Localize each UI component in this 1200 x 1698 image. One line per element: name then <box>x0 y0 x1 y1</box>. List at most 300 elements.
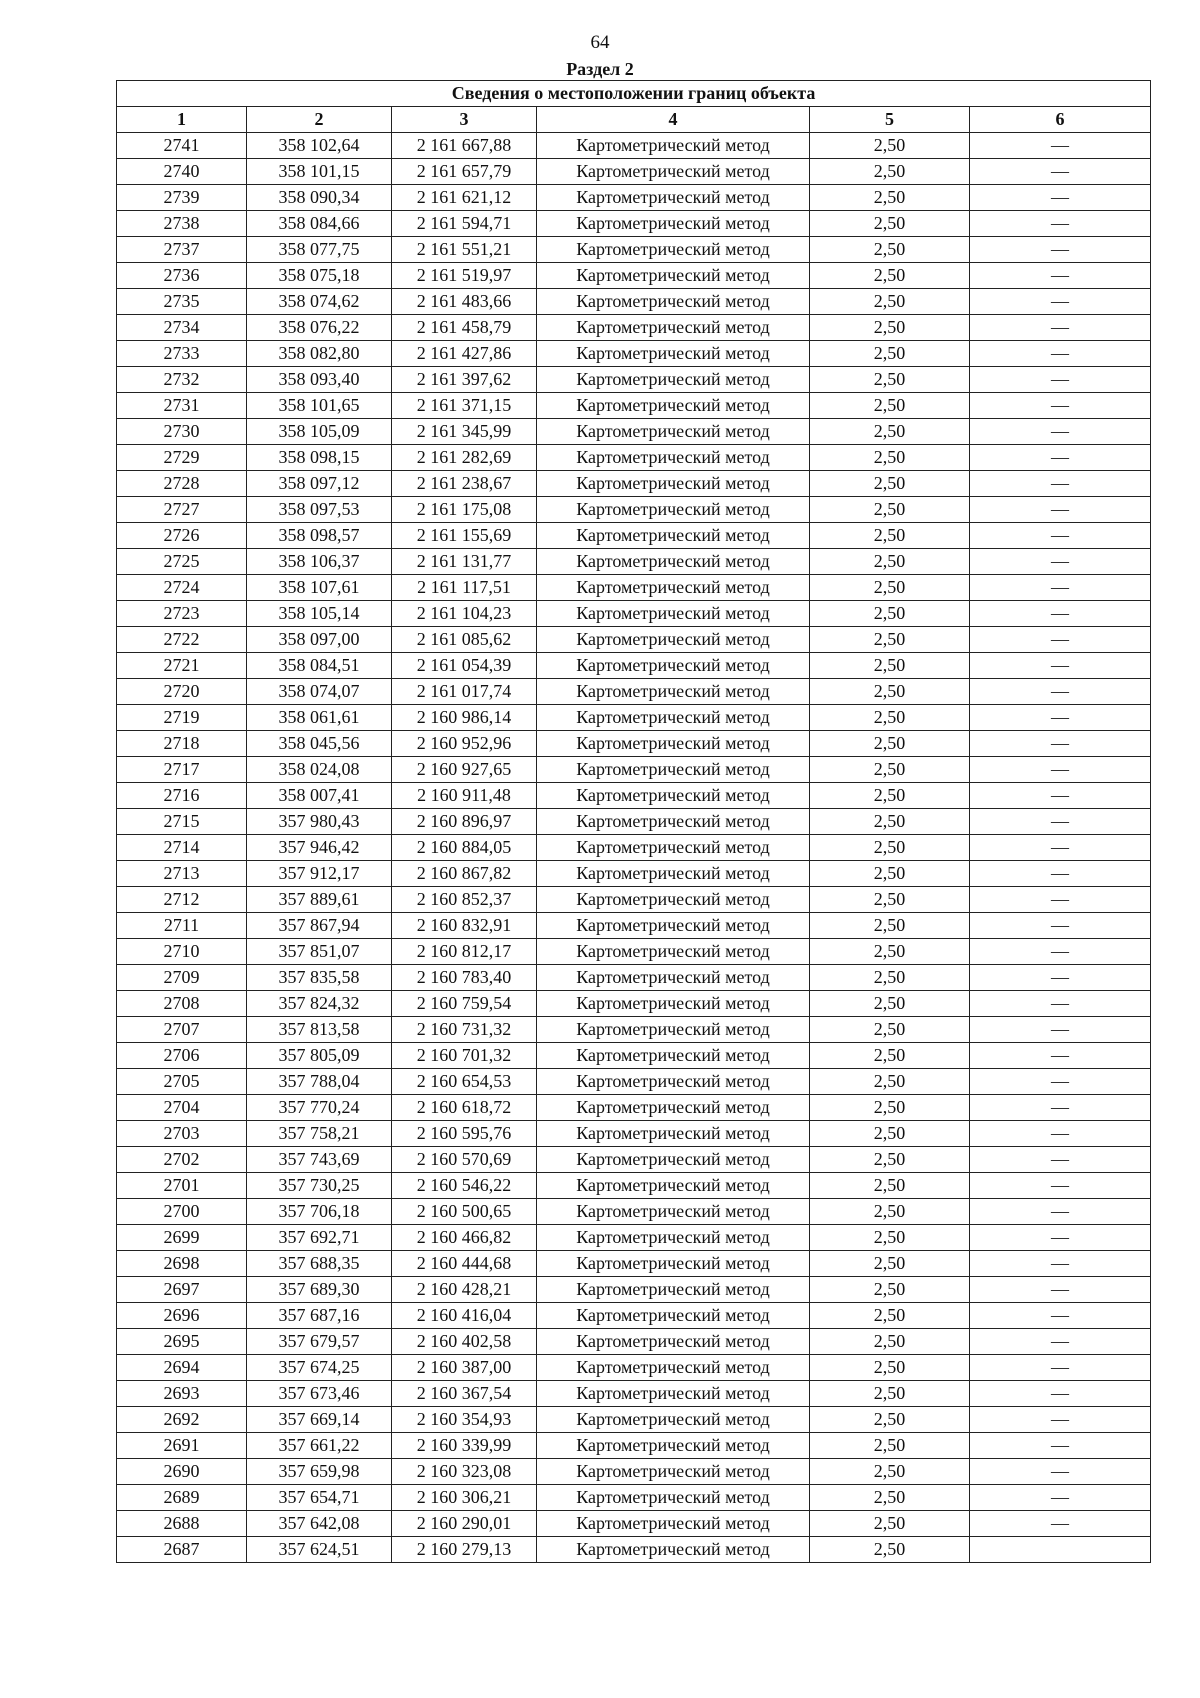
y-coordinate-cell: 2 160 986,14 <box>392 705 537 731</box>
note-cell: — <box>970 1225 1151 1251</box>
point-number-cell: 2699 <box>117 1225 247 1251</box>
y-coordinate-cell: 2 160 444,68 <box>392 1251 537 1277</box>
table-row <box>117 1537 1151 1563</box>
x-coordinate-cell: 357 946,42 <box>247 835 392 861</box>
note-cell: — <box>970 523 1151 549</box>
point-number-cell: 2738 <box>117 211 247 237</box>
table-row <box>117 705 1151 731</box>
point-number-cell: 2724 <box>117 575 247 601</box>
x-coordinate-cell: 358 075,18 <box>247 263 392 289</box>
method-cell: Картометрический метод <box>537 861 810 887</box>
table-row <box>117 341 1151 367</box>
y-coordinate-cell: 2 161 345,99 <box>392 419 537 445</box>
table-row <box>117 419 1151 445</box>
table-row <box>117 289 1151 315</box>
y-coordinate-cell: 2 160 832,91 <box>392 913 537 939</box>
y-coordinate-cell: 2 160 306,21 <box>392 1485 537 1511</box>
table-row <box>117 1485 1151 1511</box>
point-number-cell: 2731 <box>117 393 247 419</box>
table-row <box>117 1381 1151 1407</box>
note-cell: — <box>970 1407 1151 1433</box>
method-cell: Картометрический метод <box>537 471 810 497</box>
note-cell: — <box>970 731 1151 757</box>
x-coordinate-cell: 358 076,22 <box>247 315 392 341</box>
y-coordinate-cell: 2 160 466,82 <box>392 1225 537 1251</box>
accuracy-cell: 2,50 <box>810 1069 970 1095</box>
method-cell: Картометрический метод <box>537 185 810 211</box>
method-cell: Картометрический метод <box>537 653 810 679</box>
point-number-cell: 2703 <box>117 1121 247 1147</box>
x-coordinate-cell: 358 084,66 <box>247 211 392 237</box>
accuracy-cell: 2,50 <box>810 1251 970 1277</box>
method-cell: Картометрический метод <box>537 211 810 237</box>
column-header: 4 <box>537 107 810 133</box>
accuracy-cell: 2,50 <box>810 1381 970 1407</box>
x-coordinate-cell: 358 082,80 <box>247 341 392 367</box>
point-number-cell: 2706 <box>117 1043 247 1069</box>
table-row <box>117 653 1151 679</box>
table-row <box>117 445 1151 471</box>
x-coordinate-cell: 358 045,56 <box>247 731 392 757</box>
accuracy-cell: 2,50 <box>810 601 970 627</box>
x-coordinate-cell: 358 105,14 <box>247 601 392 627</box>
accuracy-cell: 2,50 <box>810 1433 970 1459</box>
accuracy-cell: 2,50 <box>810 1017 970 1043</box>
y-coordinate-cell: 2 160 428,21 <box>392 1277 537 1303</box>
y-coordinate-cell: 2 161 621,12 <box>392 185 537 211</box>
table-row <box>117 549 1151 575</box>
accuracy-cell: 2,50 <box>810 419 970 445</box>
method-cell: Картометрический метод <box>537 1095 810 1121</box>
note-cell: — <box>970 419 1151 445</box>
x-coordinate-cell: 357 669,14 <box>247 1407 392 1433</box>
page-number: 64 <box>590 32 610 53</box>
table-row <box>117 211 1151 237</box>
note-cell: — <box>970 1485 1151 1511</box>
point-number-cell: 2715 <box>117 809 247 835</box>
method-cell: Картометрический метод <box>537 1511 810 1537</box>
note-cell: — <box>970 653 1151 679</box>
x-coordinate-cell: 357 674,25 <box>247 1355 392 1381</box>
table-row <box>117 783 1151 809</box>
x-coordinate-cell: 357 706,18 <box>247 1199 392 1225</box>
table-row <box>117 1459 1151 1485</box>
method-cell: Картометрический метод <box>537 289 810 315</box>
point-number-cell: 2721 <box>117 653 247 679</box>
y-coordinate-cell: 2 160 323,08 <box>392 1459 537 1485</box>
y-coordinate-cell: 2 160 731,32 <box>392 1017 537 1043</box>
accuracy-cell: 2,50 <box>810 185 970 211</box>
point-number-cell: 2726 <box>117 523 247 549</box>
point-number-cell: 2697 <box>117 1277 247 1303</box>
x-coordinate-cell: 357 642,08 <box>247 1511 392 1537</box>
x-coordinate-cell: 357 659,98 <box>247 1459 392 1485</box>
method-cell: Картометрический метод <box>537 601 810 627</box>
point-number-cell: 2691 <box>117 1433 247 1459</box>
method-cell: Картометрический метод <box>537 1199 810 1225</box>
note-cell: — <box>970 133 1151 159</box>
point-number-cell: 2730 <box>117 419 247 445</box>
note-cell: — <box>970 1121 1151 1147</box>
table-row <box>117 1511 1151 1537</box>
note-cell: — <box>970 809 1151 835</box>
table-row <box>117 1043 1151 1069</box>
point-number-cell: 2707 <box>117 1017 247 1043</box>
x-coordinate-cell: 358 102,64 <box>247 133 392 159</box>
x-coordinate-cell: 357 743,69 <box>247 1147 392 1173</box>
table-row <box>117 1251 1151 1277</box>
point-number-cell: 2701 <box>117 1173 247 1199</box>
table-row <box>117 523 1151 549</box>
table-row <box>117 1355 1151 1381</box>
point-number-cell: 2716 <box>117 783 247 809</box>
point-number-cell: 2708 <box>117 991 247 1017</box>
accuracy-cell: 2,50 <box>810 1147 970 1173</box>
x-coordinate-cell: 357 912,17 <box>247 861 392 887</box>
x-coordinate-cell: 357 867,94 <box>247 913 392 939</box>
method-cell: Картометрический метод <box>537 913 810 939</box>
point-number-cell: 2702 <box>117 1147 247 1173</box>
accuracy-cell: 2,50 <box>810 965 970 991</box>
table-row <box>117 1095 1151 1121</box>
note-cell: — <box>970 1043 1151 1069</box>
x-coordinate-cell: 358 074,07 <box>247 679 392 705</box>
note-cell: — <box>970 991 1151 1017</box>
note-cell: — <box>970 367 1151 393</box>
y-coordinate-cell: 2 160 416,04 <box>392 1303 537 1329</box>
y-coordinate-cell: 2 160 367,54 <box>392 1381 537 1407</box>
accuracy-cell: 2,50 <box>810 679 970 705</box>
y-coordinate-cell: 2 160 402,58 <box>392 1329 537 1355</box>
x-coordinate-cell: 357 692,71 <box>247 1225 392 1251</box>
point-number-cell: 2688 <box>117 1511 247 1537</box>
x-coordinate-cell: 357 730,25 <box>247 1173 392 1199</box>
table-row <box>117 809 1151 835</box>
point-number-cell: 2712 <box>117 887 247 913</box>
note-cell: — <box>970 705 1151 731</box>
method-cell: Картометрический метод <box>537 627 810 653</box>
table-row <box>117 1277 1151 1303</box>
point-number-cell: 2741 <box>117 133 247 159</box>
x-coordinate-cell: 358 090,34 <box>247 185 392 211</box>
accuracy-cell: 2,50 <box>810 549 970 575</box>
table-row <box>117 757 1151 783</box>
table-row <box>117 315 1151 341</box>
y-coordinate-cell: 2 161 519,97 <box>392 263 537 289</box>
accuracy-cell: 2,50 <box>810 1225 970 1251</box>
method-cell: Картометрический метод <box>537 783 810 809</box>
accuracy-cell: 2,50 <box>810 367 970 393</box>
note-cell: — <box>970 1251 1151 1277</box>
x-coordinate-cell: 357 679,57 <box>247 1329 392 1355</box>
method-cell: Картометрический метод <box>537 1251 810 1277</box>
x-coordinate-cell: 358 024,08 <box>247 757 392 783</box>
y-coordinate-cell: 2 161 282,69 <box>392 445 537 471</box>
method-cell: Картометрический метод <box>537 757 810 783</box>
method-cell: Картометрический метод <box>537 1069 810 1095</box>
x-coordinate-cell: 357 788,04 <box>247 1069 392 1095</box>
point-number-cell: 2728 <box>117 471 247 497</box>
table-caption-row <box>117 81 1151 107</box>
column-header: 1 <box>117 107 247 133</box>
method-cell: Картометрический метод <box>537 1459 810 1485</box>
y-coordinate-cell: 2 160 354,93 <box>392 1407 537 1433</box>
note-cell: — <box>970 939 1151 965</box>
point-number-cell: 2723 <box>117 601 247 627</box>
method-cell: Картометрический метод <box>537 133 810 159</box>
accuracy-cell: 2,50 <box>810 861 970 887</box>
y-coordinate-cell: 2 161 594,71 <box>392 211 537 237</box>
note-cell: — <box>970 1459 1151 1485</box>
y-coordinate-cell: 2 161 054,39 <box>392 653 537 679</box>
note-cell: — <box>970 1433 1151 1459</box>
y-coordinate-cell: 2 161 117,51 <box>392 575 537 601</box>
y-coordinate-cell: 2 161 175,08 <box>392 497 537 523</box>
y-coordinate-cell: 2 160 867,82 <box>392 861 537 887</box>
table-row <box>117 627 1151 653</box>
point-number-cell: 2736 <box>117 263 247 289</box>
table-row <box>117 1147 1151 1173</box>
point-number-cell: 2727 <box>117 497 247 523</box>
accuracy-cell: 2,50 <box>810 341 970 367</box>
x-coordinate-cell: 358 084,51 <box>247 653 392 679</box>
note-cell: — <box>970 1511 1151 1537</box>
accuracy-cell: 2,50 <box>810 523 970 549</box>
x-coordinate-cell: 358 077,75 <box>247 237 392 263</box>
point-number-cell: 2725 <box>117 549 247 575</box>
method-cell: Картометрический метод <box>537 679 810 705</box>
method-cell: Картометрический метод <box>537 445 810 471</box>
table-row <box>117 1173 1151 1199</box>
note-cell: — <box>970 861 1151 887</box>
point-number-cell: 2740 <box>117 159 247 185</box>
accuracy-cell: 2,50 <box>810 1121 970 1147</box>
point-number-cell: 2698 <box>117 1251 247 1277</box>
method-cell: Картометрический метод <box>537 1355 810 1381</box>
method-cell: Картометрический метод <box>537 1043 810 1069</box>
table-body <box>117 133 1151 1563</box>
table-row <box>117 471 1151 497</box>
accuracy-cell: 2,50 <box>810 1199 970 1225</box>
table-row <box>117 263 1151 289</box>
x-coordinate-cell: 358 097,53 <box>247 497 392 523</box>
point-number-cell: 2733 <box>117 341 247 367</box>
table-row <box>117 835 1151 861</box>
boundary-coordinates-table <box>116 80 1151 1563</box>
y-coordinate-cell: 2 161 458,79 <box>392 315 537 341</box>
point-number-cell: 2720 <box>117 679 247 705</box>
accuracy-cell: 2,50 <box>810 991 970 1017</box>
note-cell: — <box>970 1329 1151 1355</box>
y-coordinate-cell: 2 161 371,15 <box>392 393 537 419</box>
accuracy-cell: 2,50 <box>810 1173 970 1199</box>
point-number-cell: 2734 <box>117 315 247 341</box>
method-cell: Картометрический метод <box>537 419 810 445</box>
accuracy-cell: 2,50 <box>810 705 970 731</box>
table-row <box>117 133 1151 159</box>
y-coordinate-cell: 2 160 701,32 <box>392 1043 537 1069</box>
method-cell: Картометрический метод <box>537 1433 810 1459</box>
x-coordinate-cell: 357 689,30 <box>247 1277 392 1303</box>
table-row <box>117 1069 1151 1095</box>
x-coordinate-cell: 358 074,62 <box>247 289 392 315</box>
y-coordinate-cell: 2 160 952,96 <box>392 731 537 757</box>
y-coordinate-cell: 2 161 131,77 <box>392 549 537 575</box>
note-cell: — <box>970 549 1151 575</box>
table-row <box>117 393 1151 419</box>
y-coordinate-cell: 2 160 654,53 <box>392 1069 537 1095</box>
y-coordinate-cell: 2 160 387,00 <box>392 1355 537 1381</box>
table-row <box>117 601 1151 627</box>
method-cell: Картометрический метод <box>537 939 810 965</box>
table-row <box>117 1329 1151 1355</box>
note-cell: — <box>970 1147 1151 1173</box>
point-number-cell: 2711 <box>117 913 247 939</box>
note-cell: — <box>970 887 1151 913</box>
x-coordinate-cell: 358 007,41 <box>247 783 392 809</box>
x-coordinate-cell: 357 770,24 <box>247 1095 392 1121</box>
accuracy-cell: 2,50 <box>810 783 970 809</box>
accuracy-cell: 2,50 <box>810 653 970 679</box>
x-coordinate-cell: 358 107,61 <box>247 575 392 601</box>
accuracy-cell: 2,50 <box>810 757 970 783</box>
note-cell: — <box>970 289 1151 315</box>
method-cell: Картометрический метод <box>537 1537 810 1563</box>
accuracy-cell: 2,50 <box>810 1485 970 1511</box>
x-coordinate-cell: 357 889,61 <box>247 887 392 913</box>
table-row <box>117 575 1151 601</box>
accuracy-cell: 2,50 <box>810 159 970 185</box>
accuracy-cell: 2,50 <box>810 627 970 653</box>
accuracy-cell: 2,50 <box>810 237 970 263</box>
method-cell: Картометрический метод <box>537 965 810 991</box>
accuracy-cell: 2,50 <box>810 1329 970 1355</box>
note-cell: — <box>970 315 1151 341</box>
method-cell: Картометрический метод <box>537 549 810 575</box>
table-caption: Сведения о местоположении границ объекта <box>117 81 1151 107</box>
y-coordinate-cell: 2 160 896,97 <box>392 809 537 835</box>
method-cell: Картометрический метод <box>537 341 810 367</box>
note-cell: — <box>970 965 1151 991</box>
y-coordinate-cell: 2 160 759,54 <box>392 991 537 1017</box>
note-cell: — <box>970 1173 1151 1199</box>
x-coordinate-cell: 358 098,57 <box>247 523 392 549</box>
table-row <box>117 185 1151 211</box>
method-cell: Картометрический метод <box>537 393 810 419</box>
accuracy-cell: 2,50 <box>810 575 970 601</box>
accuracy-cell: 2,50 <box>810 1511 970 1537</box>
y-coordinate-cell: 2 161 238,67 <box>392 471 537 497</box>
method-cell: Картометрический метод <box>537 497 810 523</box>
accuracy-cell: 2,50 <box>810 809 970 835</box>
y-coordinate-cell: 2 160 618,72 <box>392 1095 537 1121</box>
x-coordinate-cell: 357 673,46 <box>247 1381 392 1407</box>
accuracy-cell: 2,50 <box>810 471 970 497</box>
table-row <box>117 367 1151 393</box>
x-coordinate-cell: 358 101,15 <box>247 159 392 185</box>
point-number-cell: 2732 <box>117 367 247 393</box>
point-number-cell: 2694 <box>117 1355 247 1381</box>
accuracy-cell: 2,50 <box>810 1303 970 1329</box>
point-number-cell: 2722 <box>117 627 247 653</box>
method-cell: Картометрический метод <box>537 263 810 289</box>
accuracy-cell: 2,50 <box>810 1095 970 1121</box>
note-cell: — <box>970 757 1151 783</box>
note-cell: — <box>970 575 1151 601</box>
y-coordinate-cell: 2 160 570,69 <box>392 1147 537 1173</box>
section-title: Раздел 2 <box>566 59 634 79</box>
point-number-cell: 2710 <box>117 939 247 965</box>
method-cell: Картометрический метод <box>537 159 810 185</box>
accuracy-cell: 2,50 <box>810 289 970 315</box>
method-cell: Картометрический метод <box>537 1147 810 1173</box>
column-header: 3 <box>392 107 537 133</box>
point-number-cell: 2687 <box>117 1537 247 1563</box>
point-number-cell: 2693 <box>117 1381 247 1407</box>
note-cell: — <box>970 1355 1151 1381</box>
accuracy-cell: 2,50 <box>810 1537 970 1563</box>
accuracy-cell: 2,50 <box>810 497 970 523</box>
accuracy-cell: 2,50 <box>810 315 970 341</box>
x-coordinate-cell: 358 093,40 <box>247 367 392 393</box>
x-coordinate-cell: 358 097,00 <box>247 627 392 653</box>
table-row <box>117 1407 1151 1433</box>
accuracy-cell: 2,50 <box>810 263 970 289</box>
note-cell: — <box>970 393 1151 419</box>
table-row <box>117 1303 1151 1329</box>
accuracy-cell: 2,50 <box>810 913 970 939</box>
method-cell: Картометрический метод <box>537 705 810 731</box>
note-cell: — <box>970 835 1151 861</box>
table-row <box>117 1199 1151 1225</box>
point-number-cell: 2692 <box>117 1407 247 1433</box>
note-cell: — <box>970 627 1151 653</box>
table-row <box>117 887 1151 913</box>
y-coordinate-cell: 2 161 017,74 <box>392 679 537 705</box>
table-row <box>117 1225 1151 1251</box>
point-number-cell: 2713 <box>117 861 247 887</box>
y-coordinate-cell: 2 160 911,48 <box>392 783 537 809</box>
point-number-cell: 2739 <box>117 185 247 211</box>
y-coordinate-cell: 2 160 884,05 <box>392 835 537 861</box>
accuracy-cell: 2,50 <box>810 939 970 965</box>
y-coordinate-cell: 2 160 339,99 <box>392 1433 537 1459</box>
x-coordinate-cell: 357 688,35 <box>247 1251 392 1277</box>
note-cell: — <box>970 1277 1151 1303</box>
y-coordinate-cell: 2 161 085,62 <box>392 627 537 653</box>
accuracy-cell: 2,50 <box>810 445 970 471</box>
column-header: 5 <box>810 107 970 133</box>
note-cell: — <box>970 159 1151 185</box>
method-cell: Картометрический метод <box>537 315 810 341</box>
point-number-cell: 2690 <box>117 1459 247 1485</box>
y-coordinate-cell: 2 161 427,86 <box>392 341 537 367</box>
note-cell: — <box>970 471 1151 497</box>
method-cell: Картометрический метод <box>537 1485 810 1511</box>
point-number-cell: 2689 <box>117 1485 247 1511</box>
table-row <box>117 731 1151 757</box>
method-cell: Картометрический метод <box>537 809 810 835</box>
note-cell: — <box>970 341 1151 367</box>
table-row <box>117 237 1151 263</box>
x-coordinate-cell: 357 758,21 <box>247 1121 392 1147</box>
method-cell: Картометрический метод <box>537 1329 810 1355</box>
accuracy-cell: 2,50 <box>810 1277 970 1303</box>
y-coordinate-cell: 2 161 667,88 <box>392 133 537 159</box>
note-cell: — <box>970 1381 1151 1407</box>
point-number-cell: 2695 <box>117 1329 247 1355</box>
method-cell: Картометрический метод <box>537 575 810 601</box>
